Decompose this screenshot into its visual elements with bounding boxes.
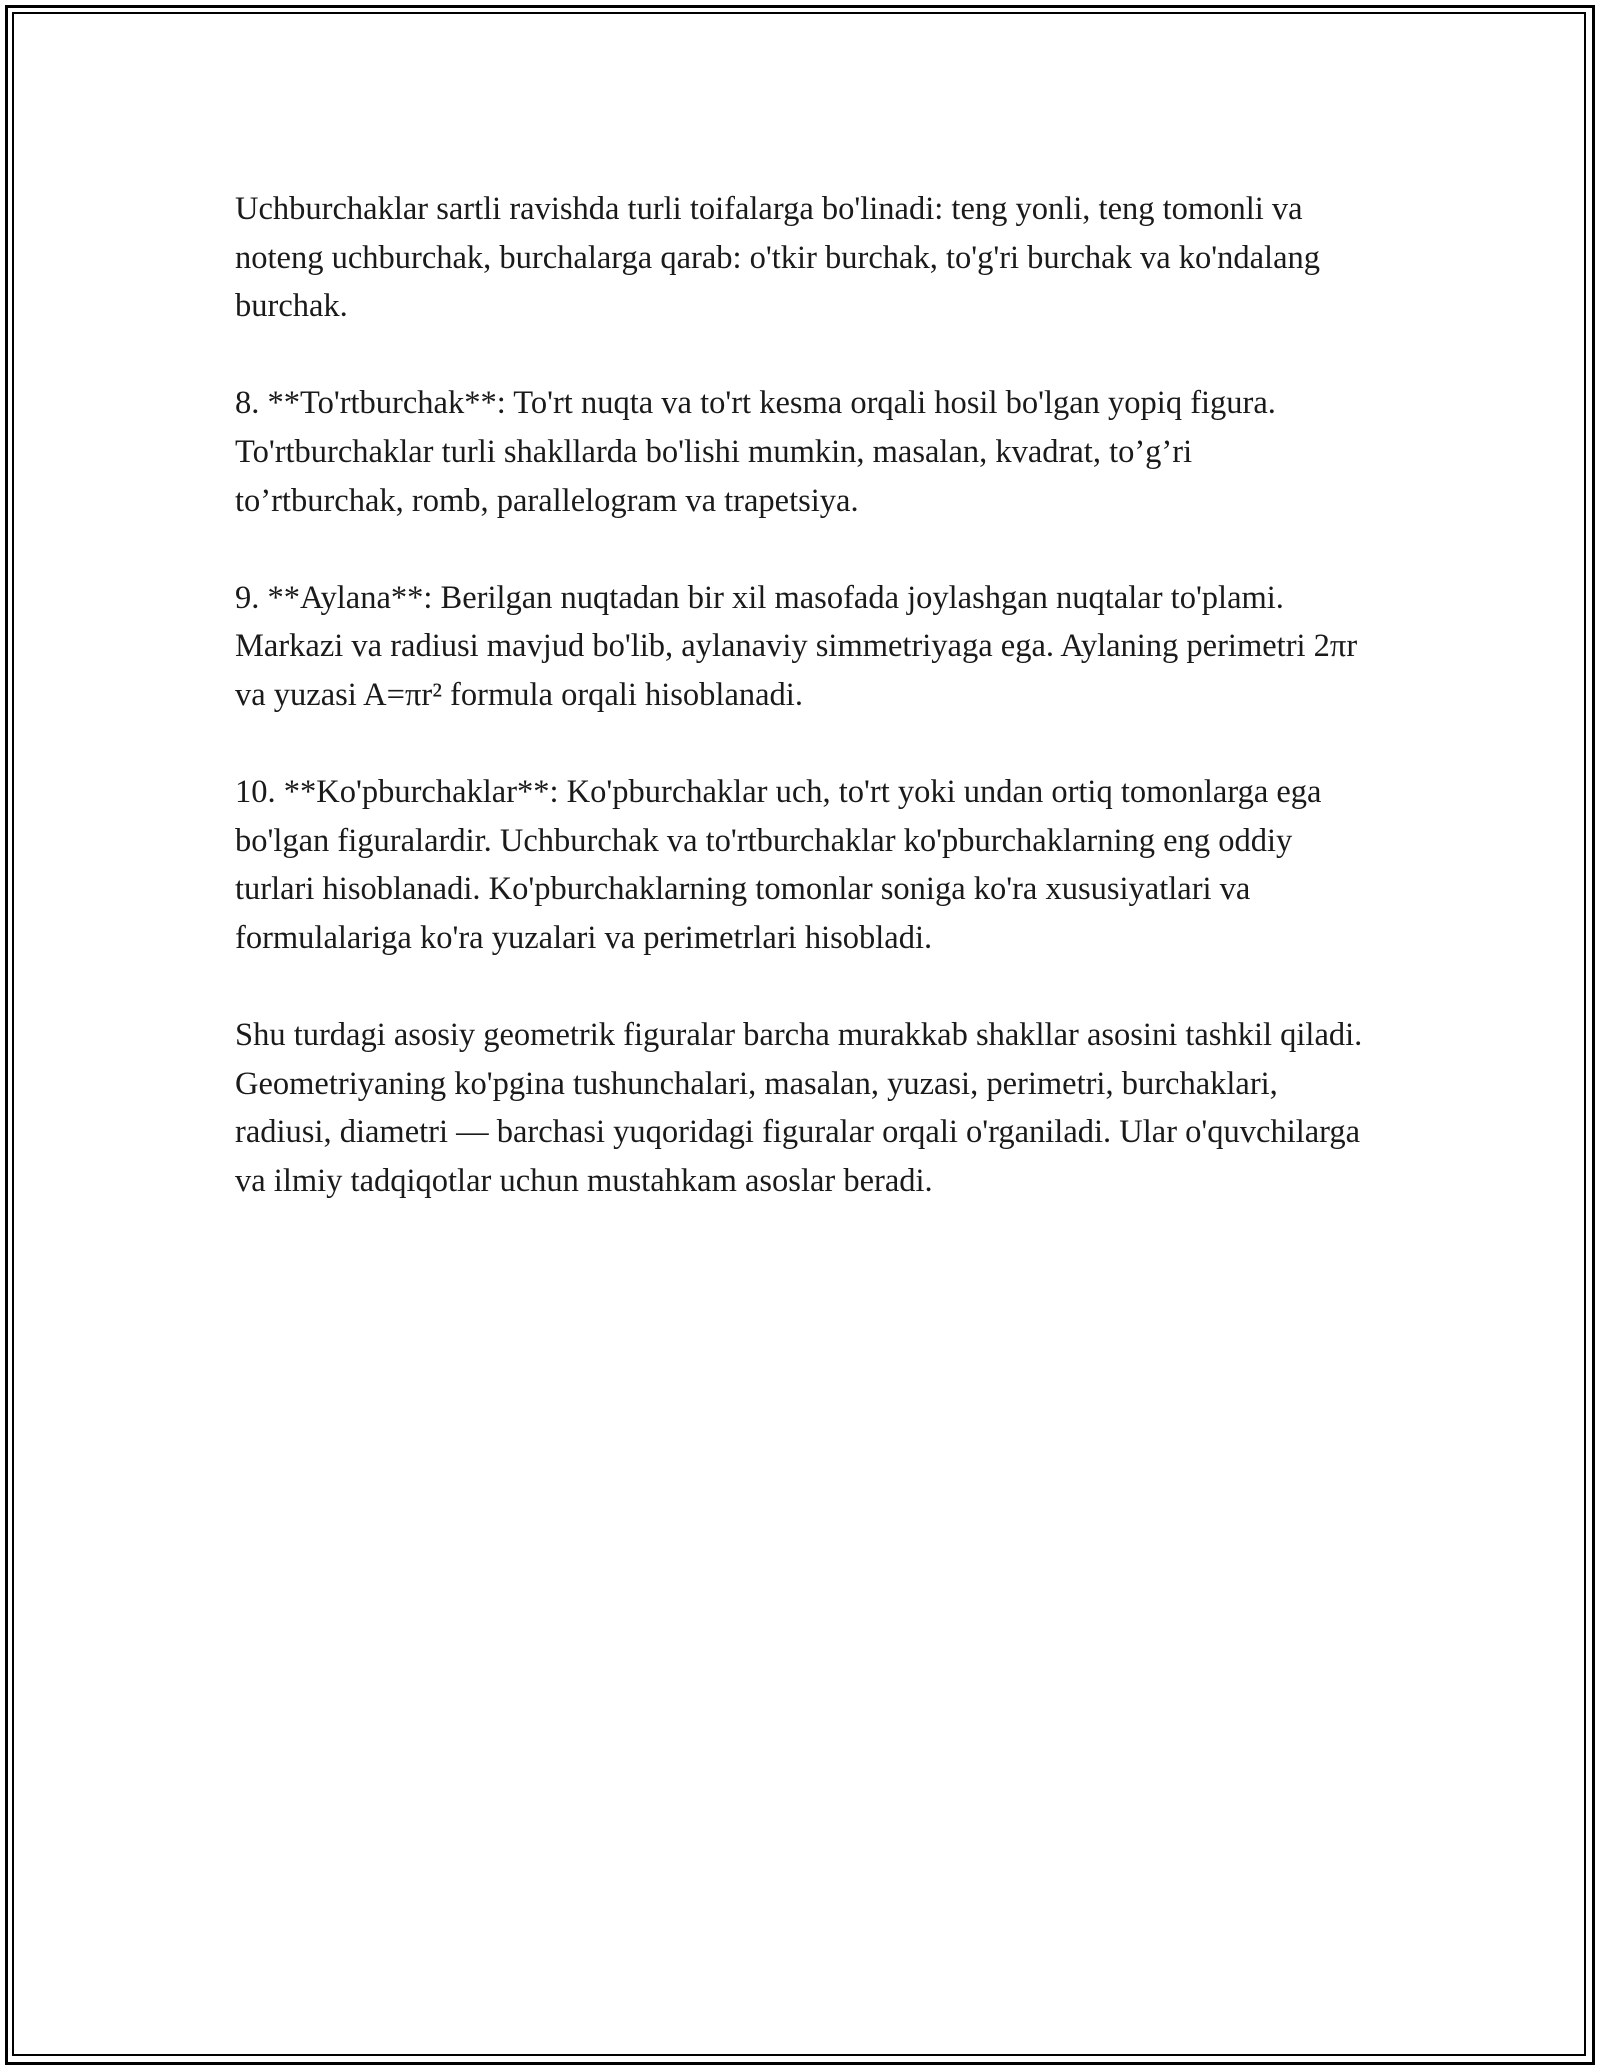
paragraph-conclusion: Shu turdagi asosiy geometrik figuralar barcha murakkab shakllar asosini tashkil qiladi. Geometriyaning ko'pgina tushunchalari, masalan, yuzasi, perimetri, burchaklari, radiusi, diametri — barchasi yuqoridagi figuralar orqali o'rganiladi. Ular o'quvchilarga va ilmiy tadqiqotlar uchun mustahkam asoslar beradi. [235,1017,1363,1199]
paragraph-circle: 9. **Aylana**: Berilgan nuqtadan bir xil masofada joylashgan nuqtalar to'plami. Markazi va radiusi mavjud bo'lib, aylanaviy simmetriyaga ega. Aylaning perimetri 2πr va yuzasi A=πr² formula orqali hisoblanadi. [235,579,1358,713]
paragraph-triangle-types: Uchburchaklar sartli ravishda turli toifalarga bo'linadi: teng yonli, teng tomonli va noteng uchburchak, burchalarga qarab: o'tkir burchak, to'g'ri burchak va ko'ndalang burchak. [235,191,1321,325]
document-body [235,185,1365,1254]
paragraph-quadrilateral: 8. **To'rtburchak**: To'rt nuqta va to'rt kesma orqali hosil bo'lgan yopiq figura. To'rtburchaklar turli shakllarda bo'lishi mumkin, masalan, kvadrat, to’g’ri to’rtburchak, romb, parallelogram va trapetsiya. [235,385,1276,519]
paragraph-polygons: 10. **Ko'pburchaklar**: Ko'pburchaklar uch, to'rt yoki undan ortiq tomonlarga ega bo'lgan figuralardir. Uchburchak va to'rtburchaklar ko'pburchaklarning eng oddiy turlari hisoblanadi. Ko'pburchaklarning tomonlar soniga ko'ra xususiyatlari va formulalariga ko'ra yuzalari va perimetrlari hisobladi. [235,774,1322,956]
